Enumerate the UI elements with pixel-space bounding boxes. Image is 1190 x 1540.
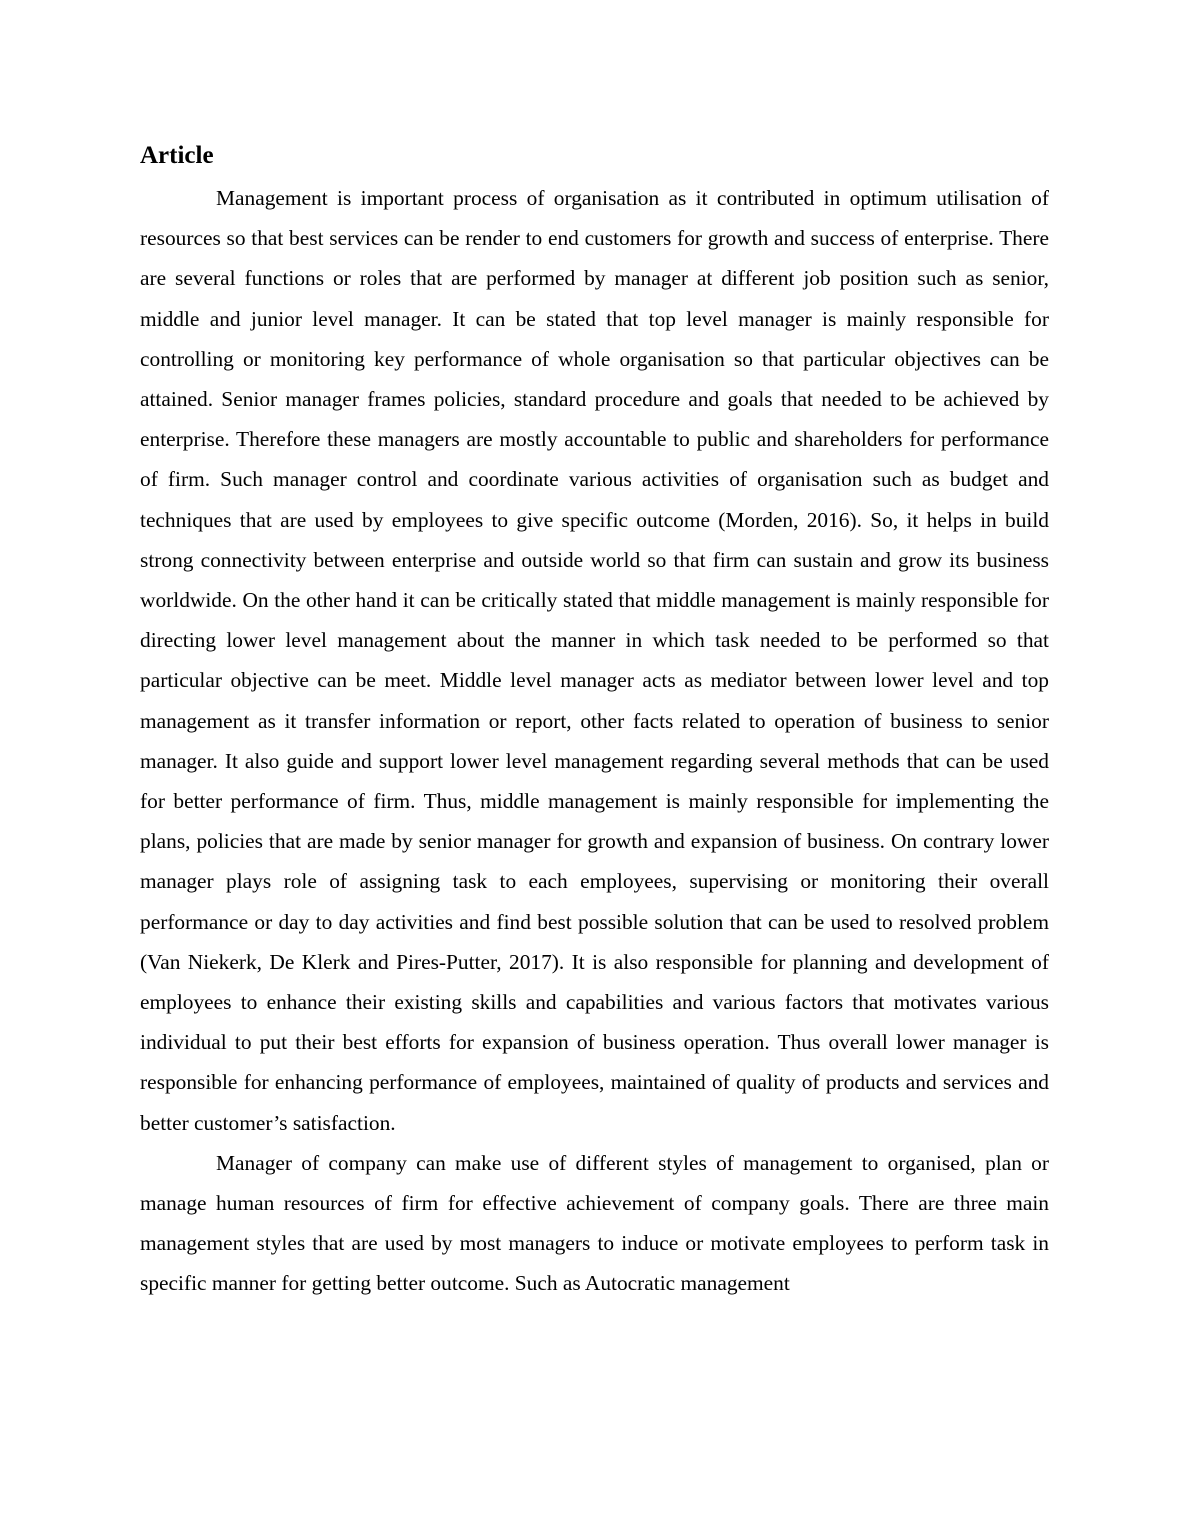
document-body (140, 138, 1049, 1304)
paragraph-2: Manager of company can make use of different styles of management to organised, plan or manage human resources of firm for effective achievement of company goals. There are three main management styles that are used by most managers to induce or motivate employees to perform task in specific manner for getting better outcome. Such as Autocratic management (140, 1150, 1049, 1296)
section-heading: Article (140, 142, 214, 169)
paragraph-1: Management is important process of organisation as it contributed in optimum utilisation of resources so that best services can be render to end customers for growth and success of enterprise. There are several functions or roles that are performed by manager at different job position such as senior, middle and junior level manager. It can be stated that top level manager is mainly responsible for controlling or monitoring key performance of whole organisation so that particular objectives can be attained. Senior manager frames policies, standard procedure and goals that needed to be achieved by enterprise. Therefore these managers are mostly accountable to public and shareholders for performance of firm. Such manager control and coordinate various activities of organisation such as budget and techniques that are used by employees to give specific outcome (Morden, 2016). So, it helps in build strong connectivity between enterprise and outside world so that firm can sustain and grow its business worldwide. On the other hand it can be critically stated that middle management is mainly responsible for directing lower level management about the manner in which task needed to be performed so that particular objective can be meet. Middle level manager acts as mediator between lower level and top management as it transfer information or report, other facts related to operation of business to senior manager. It also guide and support lower level management regarding several methods that can be used for better performance of firm. Thus, middle management is mainly responsible for implementing the plans, policies that are made by senior manager for growth and expansion of business. On contrary lower manager plays role of assigning task to each employees, supervising or monitoring their overall performance or day to day activities and find best possible solution that can be used to resolved problem (Van Niekerk, De Klerk and Pires-Putter, 2017). It is also responsible for planning and development of employees to enhance their existing skills and capabilities and various factors that motivates various individual to put their best efforts for expansion of business operation. Thus overall lower manager is responsible for enhancing performance of employees, maintained of quality of products and services and better customer’s satisfaction. (140, 186, 1049, 1135)
